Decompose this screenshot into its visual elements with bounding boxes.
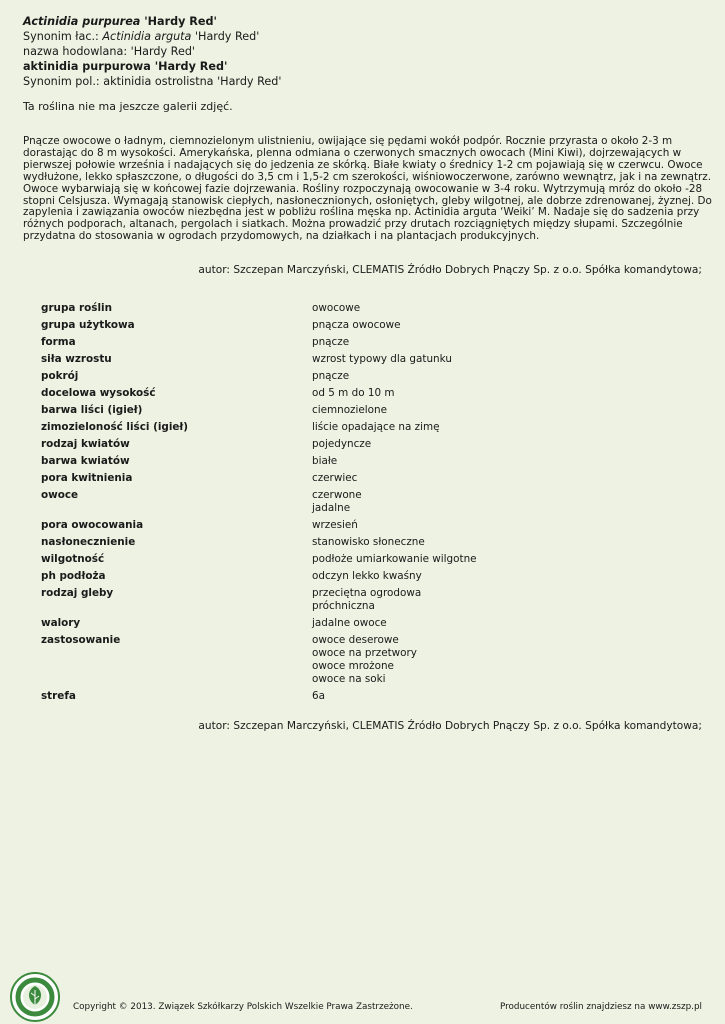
attribute-row [41,319,681,332]
attribute-value: próchniczna [312,600,375,612]
attribute-values [312,387,681,400]
attributes-table [41,302,681,707]
attribute-key: barwa kwiatów [41,455,130,467]
attribute-key: grupa użytkowa [41,319,135,331]
attribute-key: siła wzrostu [41,353,112,365]
attribute-value: odczyn lekko kwaśny [312,570,422,582]
attribute-values [312,319,681,332]
attribute-value: liście opadające na zimę [312,421,440,433]
attribute-values [312,404,681,417]
attribute-value: ciemnozielone [312,404,388,416]
attribute-values [312,617,681,630]
attribute-value: wrzesień [312,519,358,531]
attribute-value: czerwone [312,489,362,501]
synonym-polish: Synonim pol.: aktinidia ostrolistna 'Hardy Red' [23,75,282,88]
attribute-row [41,302,681,315]
attribute-value: owoce na przetwory [312,647,417,659]
attribute-row [41,438,681,451]
no-gallery-notice: Ta roślina nie ma jeszcze galerii zdjęć. [23,100,233,113]
attribute-key: grupa roślin [41,302,112,314]
attribute-row [41,472,681,485]
attribute-row [41,370,681,383]
attribute-row [41,553,681,566]
attribute-key: forma [41,336,76,348]
attribute-key: owoce [41,489,79,501]
synonym-latin-prefix: Synonim łac.: [23,30,103,43]
attribute-value: pojedyncze [312,438,372,450]
attribute-row [41,634,681,686]
attribute-value: czerwiec [312,472,358,484]
attribute-row [41,421,681,434]
attribute-row [41,570,681,583]
attribute-value: jadalne [312,502,351,514]
plant-description: Pnącze owocowe o ładnym, ciemnozielonym ulistnieniu, owijające się pędami wokół podpór. Rocznie przyrasta o około 2-3 m dorastając do 8 m wysokości. Amerykańska, plenna odmiana o czerwonych smacznych owocach (Mini Kiwi), dojrzewających w pierwszej połowie września i nadających się do jedzenia ze skórką. Białe kwiaty o średnicy 1-2 cm pojawiają się w czerwcu. Owoce wydłużone, lekko spłaszczone, o długości do 3,5 cm i 1,5-2 cm szerokości, wiśniowoczerwone, zarówno wewnątrz, jak i na zewnątrz. Owoce wybarwiają się w końcowej fazie dojrzewania. Rośliny rozpoczynają owocowanie w 3-4 roku. Wytrzymują mróz do około -28 stopni Celsjusza. Wymagają stanowisk ciepłych, nasłonecznionych, osłoniętych, gleby wilgotnej, ale dobrze zdrenowanej, żyznej. Do zapylenia i zawiązania owoców niezbędna jest w pobliżu roślina męska np. Actinidia arguta ‘Weiki’ M. Nadaje się do sadzenia przy różnych podporach, altanach, pergolach i siatkach. Można prowadzić przy drutach rozciągniętych między słupami. Szczególnie przydatna do stosowania w ogrodach przydomowych, na działkach i na plantacjach produkcyjnych. [23,135,712,243]
attribute-row [41,536,681,549]
attribute-key: wilgotność [41,553,105,565]
author-line-top: autor: Szczepan Marczyński, CLEMATIS Źródło Dobrych Pnączy Sp. z o.o. Spółka komandytowa; [198,264,702,276]
attribute-key: zastosowanie [41,634,121,646]
attribute-key: nasłonecznienie [41,536,136,548]
attribute-values [312,553,681,566]
attribute-values [312,438,681,451]
attribute-key: barwa liści (igieł) [41,404,143,416]
author-line-bottom: autor: Szczepan Marczyński, CLEMATIS Źródło Dobrych Pnączy Sp. z o.o. Spółka komandytowa; [198,720,702,732]
attribute-value: owocowe [312,302,361,314]
attribute-value: od 5 m do 10 m [312,387,395,399]
attribute-key: zimozieloność liści (igieł) [41,421,189,433]
attribute-values [312,536,681,549]
synonym-latin-name: Actinidia arguta [102,30,192,43]
attribute-value: przeciętna ogrodowa [312,587,422,599]
latin-cultivar: 'Hardy Red' [140,15,217,28]
attribute-values [312,634,681,686]
attribute-value: pnącze [312,370,350,382]
attribute-key: rodzaj kwiatów [41,438,130,450]
attribute-row [41,336,681,349]
attribute-value: wzrost typowy dla gatunku [312,353,452,365]
latin-name-line [23,14,703,29]
attribute-value: owoce deserowe [312,634,399,646]
attribute-value: białe [312,455,338,467]
attribute-key: docelowa wysokość [41,387,156,399]
attribute-row [41,519,681,532]
attribute-row [41,690,681,703]
attribute-values [312,336,681,349]
attribute-key: pora kwitnienia [41,472,133,484]
attribute-row [41,587,681,613]
attribute-values [312,455,681,468]
synonym-latin-cultivar: 'Hardy Red' [191,30,260,43]
copyright-text: Copyright © 2013. Związek Szkółkarzy Polskich Wszelkie Prawa Zastrzeżone. [73,1002,413,1012]
attribute-key: rodzaj gleby [41,587,114,599]
attribute-row [41,353,681,366]
trade-name: nazwa hodowlana: 'Hardy Red' [23,45,196,58]
attribute-value: owoce na soki [312,673,386,685]
attribute-row [41,404,681,417]
latin-name: Actinidia purpurea [23,15,141,28]
polish-name: aktinidia purpurowa 'Hardy Red' [23,60,228,73]
attribute-key: ph podłoża [41,570,106,582]
attribute-values [312,370,681,383]
attribute-key: strefa [41,690,76,702]
zszp-logo-icon[interactable] [10,972,60,1022]
attribute-row [41,489,681,515]
attribute-values [312,472,681,485]
attribute-values [312,302,681,315]
attribute-key: walory [41,617,81,629]
attribute-value: pnącze [312,336,350,348]
synonym-latin-line [23,29,703,44]
attribute-row [41,617,681,630]
footer [0,970,725,1024]
attribute-values [312,587,681,613]
attribute-value: podłoże umiarkowanie wilgotne [312,553,477,565]
attribute-values [312,353,681,366]
attribute-value: 6a [312,690,325,702]
attribute-values [312,570,681,583]
plant-header [23,14,703,89]
attribute-values [312,690,681,703]
attribute-value: pnącza owocowe [312,319,401,331]
attribute-key: pora owocowania [41,519,144,531]
attribute-row [41,387,681,400]
attribute-key: pokrój [41,370,79,382]
attribute-value: stanowisko słoneczne [312,536,425,548]
attribute-value: jadalne owoce [312,617,387,629]
producers-link[interactable]: Producentów roślin znajdziesz na www.zszp.pl [499,1002,702,1012]
attribute-values [312,519,681,532]
attribute-values [312,421,681,434]
attribute-row [41,455,681,468]
attribute-values [312,489,681,515]
attribute-value: owoce mrożone [312,660,394,672]
